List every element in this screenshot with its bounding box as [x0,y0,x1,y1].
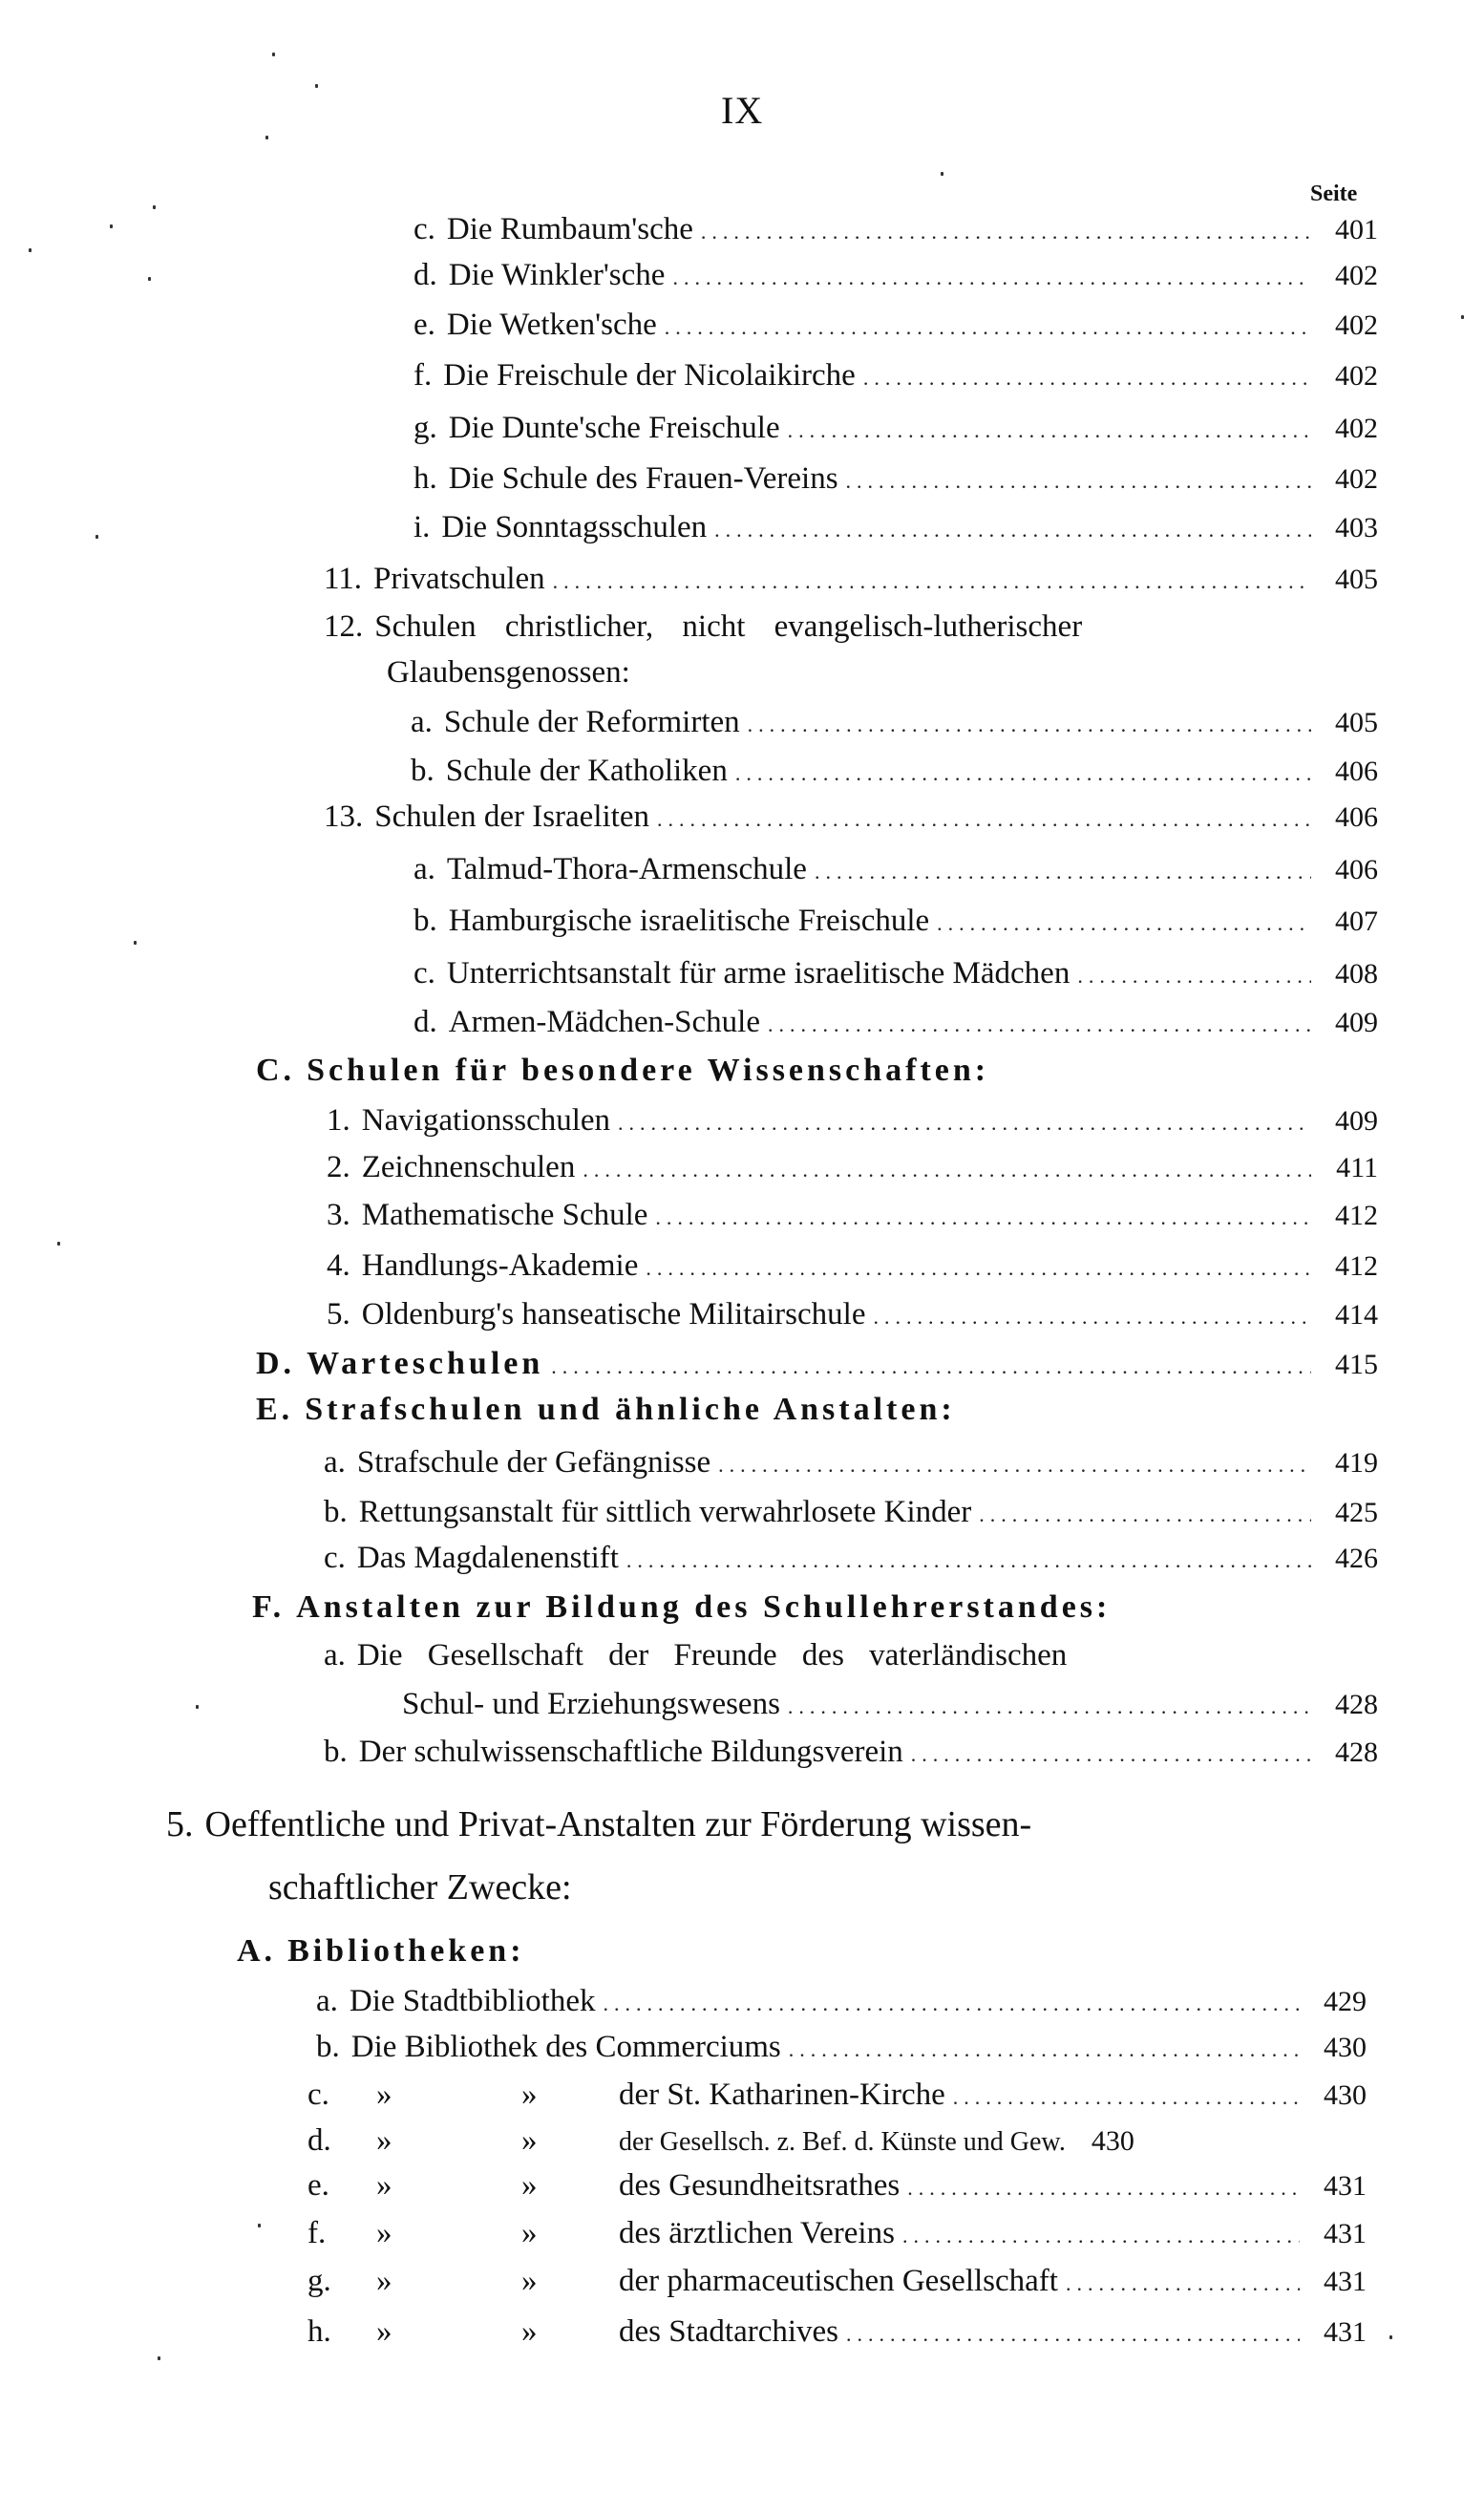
entry-label: b. [324,1495,348,1529]
ditto-mark: » [376,2216,392,2250]
entry-label: 5. [327,1297,350,1332]
entry-page: 402 [1335,413,1378,444]
entry-page: 415 [1335,1349,1378,1380]
entry-label: E. [256,1392,294,1427]
entry-page: 430 [1091,2125,1134,2157]
toc-section-heading [324,609,1378,653]
entry-title: Talmud-Thora-Armenschule [446,852,807,886]
entry-label: 12. [324,609,364,644]
ditto-mark: » [376,2123,392,2158]
dot-leader [718,1453,1311,1478]
entry-label: D. [256,1346,296,1381]
dot-leader [873,1305,1311,1330]
entry-page: 402 [1335,309,1378,341]
entry-page: 412 [1335,1250,1378,1282]
toc-entry [324,1541,1378,1585]
entry-label: a. [324,1445,346,1480]
toc-section-heading [237,1933,1378,1977]
entry-label: d. [307,2123,331,2158]
ditto-mark: » [521,2078,538,2112]
entry-title: Bibliotheken: [287,1933,525,1969]
entry-page: 402 [1335,463,1378,495]
scan-speck [315,84,318,88]
ditto-mark: » [376,2314,392,2349]
dot-leader [788,1694,1311,1719]
toc-entry [324,1495,1378,1539]
entry-label: f. [413,358,433,393]
entry-label: i. [413,510,431,544]
dot-leader [1066,2271,1300,2296]
toc-section-heading [252,1589,1378,1633]
scan-speck [158,2356,160,2360]
toc-entry [324,562,1378,606]
entry-label: a. [316,1984,338,2018]
toc-entry [413,258,1378,302]
entry-title: Handlungs-Akademie [361,1248,639,1283]
page-number: IX [721,89,764,132]
toc-entry [327,1103,1378,1147]
dot-leader [789,2037,1300,2062]
scan-speck [272,53,275,56]
entry-title: Schulen der Israeliten [374,799,649,834]
entry-title: Das Magdalenenstift [356,1541,619,1575]
entry-title: Die Stadtbibliothek [349,1984,596,2018]
toc-entry [411,705,1378,749]
entry-page: 403 [1335,512,1378,543]
scan-speck [57,1242,60,1246]
toc-entry [324,1638,1378,1682]
entry-title: Die Winkler'sche [448,258,666,292]
dot-leader [583,1158,1311,1183]
dot-leader [907,2176,1300,2201]
entry-title: Privatschulen [373,562,545,596]
dot-leader [714,518,1311,543]
scan-speck [148,277,151,281]
entry-page: 412 [1335,1200,1378,1231]
entry-title: Schule der Katholiken [445,754,728,788]
toc-entry [327,1150,1378,1194]
entry-label: 2. [327,1150,350,1184]
entry-title: Schule der Reformirten [443,705,740,739]
dot-leader [863,366,1311,391]
toc-entry [307,2078,1367,2121]
toc-chapter-heading [166,1803,1378,1847]
dot-leader [551,1354,1311,1379]
toc-entry [413,411,1378,455]
entry-label: 5. [166,1804,194,1844]
scan-speck [1389,2335,1392,2339]
entry-title: Anstalten zur Bildung des Schullehrerstandes: [296,1589,1112,1625]
entry-title: Die Freischule der Nicolaikirche [443,358,856,393]
dot-leader [953,2085,1300,2110]
ditto-mark: » [376,2168,392,2203]
entry-title: Strafschulen und ähnliche Anstalten: [305,1392,956,1427]
entry-title: Schul- und Erziehungswesens [402,1687,780,1721]
entry-label: f. [307,2216,327,2250]
toc-entry [307,2168,1367,2212]
dot-leader [1077,964,1311,989]
scan-speck [134,941,137,945]
entry-title: der St. Katharinen-Kirche [619,2078,945,2112]
toc-entry [324,1735,1378,1779]
dot-leader [815,860,1311,884]
entry-title: Rettungsanstalt für sittlich verwahrlosete Kinder [358,1495,972,1529]
page-column-header: Seite [1310,181,1358,206]
dot-leader [626,1548,1311,1573]
entry-label: c. [307,2078,329,2112]
dot-leader [603,1992,1300,2016]
entry-title: Hamburgische israelitische Freischule [448,904,930,938]
scan-speck [95,535,98,539]
toc-entry [413,461,1378,505]
entry-label: g. [413,411,437,445]
scan-speck [153,205,156,209]
entry-page: 402 [1335,360,1378,392]
toc-entry [256,1346,1378,1390]
ditto-mark: » [521,2314,538,2349]
toc-entry [411,754,1378,798]
entry-page: 428 [1335,1689,1378,1720]
ditto-mark: » [376,2264,392,2298]
toc-entry [413,1005,1378,1049]
dot-leader [618,1111,1311,1136]
entry-title: Die Sonntagsschulen [441,510,708,544]
entry-label: A. [237,1933,277,1969]
entry-page: 406 [1335,756,1378,787]
entry-title: der Gesellsch. z. Bef. d. Künste und Gew. [619,2127,1066,2157]
entry-title: des Stadtarchives [619,2314,839,2349]
entry-label: c. [413,956,435,991]
toc-entry [324,799,1378,843]
entry-page: 428 [1335,1737,1378,1768]
entry-page: 411 [1336,1152,1378,1183]
toc-entry [327,1198,1378,1242]
dot-leader [768,1012,1311,1037]
toc-entry [413,212,1378,256]
entry-label: c. [413,212,435,246]
entry-label: e. [307,2168,329,2203]
entry-label: b. [413,904,437,938]
dot-leader [665,315,1311,340]
entry-page: 407 [1335,906,1378,937]
entry-title: des Gesundheitsrathes [619,2168,901,2203]
entry-label: e. [413,308,435,342]
toc-entry [307,2216,1367,2260]
entry-page: 401 [1335,214,1378,245]
toc-section-heading-continued [387,655,1378,699]
ditto-mark: » [521,2216,538,2250]
entry-page: 431 [1324,2170,1367,2202]
scan-speck [265,136,268,139]
entry-label: 3. [327,1198,350,1232]
entry-title: der pharmaceutischen Gesellschaft [619,2264,1058,2298]
entry-title: Armen-Mädchen-Schule [448,1005,760,1039]
toc-entry [413,308,1378,352]
dot-leader [902,2224,1300,2248]
dot-leader [553,569,1311,594]
dot-leader [937,911,1311,936]
toc-entry [307,2264,1367,2308]
scan-speck [29,248,32,252]
entry-page: 409 [1335,1105,1378,1137]
toc-chapter-heading-continued [268,1866,1378,1910]
toc-entry [316,2030,1367,2074]
entry-title: schaftlicher Zwecke: [268,1867,572,1907]
entry-label: C. [256,1053,296,1088]
entry-title: Navigationsschulen [361,1103,611,1138]
entry-page: 405 [1335,707,1378,738]
entry-title: Die Schule des Frauen-Vereins [448,461,838,496]
dot-leader [672,266,1311,290]
entry-title: Die Rumbaum'sche [446,212,693,246]
toc-entry [413,358,1378,402]
dot-leader [735,761,1311,786]
entry-title: des ärztlichen Vereins [619,2216,895,2250]
dot-leader [701,220,1311,245]
entry-label: h. [413,461,437,496]
toc-section-heading [256,1053,1378,1097]
entry-title: Warteschulen [307,1346,544,1381]
entry-label: 11. [324,562,363,596]
entry-page: 431 [1324,2218,1367,2249]
dot-leader [748,713,1311,737]
scan-speck [110,224,113,228]
dot-leader [846,2322,1300,2347]
entry-label: b. [324,1735,348,1769]
entry-title: Zeichnenschulen [361,1150,576,1184]
entry-page: 429 [1324,1986,1367,2017]
entry-label: 13. [324,799,364,834]
ditto-mark: » [521,2168,538,2203]
scan-speck [941,172,943,176]
entry-label: b. [411,754,435,788]
entry-label: 1. [327,1103,350,1138]
ditto-mark: » [521,2123,538,2158]
dot-leader [657,807,1311,832]
entry-title: Mathematische Schule [361,1198,648,1232]
entry-page: 425 [1335,1497,1378,1528]
toc-entry [413,510,1378,554]
scan-speck [196,1705,199,1709]
toc-entry-continued [402,1687,1378,1731]
entry-page: 426 [1335,1543,1378,1574]
entry-label: a. [413,852,435,886]
entry-title: Der schulwissenschaftliche Bildungsverein [358,1735,903,1769]
ditto-mark: » [376,2078,392,2112]
dot-leader [646,1256,1311,1281]
entry-page: 430 [1324,2032,1367,2063]
entry-label: a. [324,1638,346,1673]
entry-page: 402 [1335,260,1378,291]
entry-label: d. [413,1005,437,1039]
entry-label: g. [307,2264,331,2298]
toc-entry [327,1297,1378,1341]
toc-entry [413,956,1378,1000]
entry-title: Glaubensgenossen: [387,655,630,690]
toc-entry [413,904,1378,948]
toc-section-heading [256,1392,1378,1436]
entry-title: Oldenburg's hanseatische Militairschule [361,1297,866,1332]
scan-speck [258,2224,261,2227]
toc-entry [307,2314,1367,2358]
entry-page: 406 [1335,801,1378,833]
entry-page: 431 [1324,2316,1367,2348]
toc-entry [316,1984,1367,2028]
entry-title: Schulen christlicher, nicht evangelisch-lutherischer [374,609,1083,644]
dot-leader [788,418,1311,443]
entry-label: h. [307,2314,331,2349]
entry-title: Oeffentliche und Privat-Anstalten zur Förderung wissen- [204,1804,1032,1844]
dot-leader [911,1742,1311,1767]
entry-title: Schulen für besondere Wissenschaften: [307,1053,990,1088]
entry-label: 4. [327,1248,350,1283]
ditto-mark: » [521,2264,538,2298]
toc-entry [324,1445,1378,1489]
entry-label: c. [324,1541,346,1575]
scan-speck [1461,315,1464,319]
entry-page: 408 [1335,958,1378,990]
entry-title: Strafschule der Gefängnisse [356,1445,711,1480]
entry-label: b. [316,2030,340,2064]
entry-label: a. [411,705,433,739]
entry-title: Die Wetken'sche [446,308,657,342]
entry-page: 405 [1335,564,1378,595]
entry-label: d. [413,258,437,292]
entry-label: F. [252,1589,286,1625]
entry-page: 409 [1335,1007,1378,1038]
entry-title: Die Gesellschaft der Freunde des vaterländischen [356,1638,1068,1673]
entry-title: Die Bibliothek des Commerciums [350,2030,781,2064]
entry-page: 419 [1335,1447,1378,1479]
dot-leader [979,1502,1311,1527]
entry-title: Unterrichtsanstalt für arme israelitische Mädchen [446,956,1071,991]
dot-leader [846,469,1311,494]
toc-entry [307,2123,1367,2167]
dot-leader [655,1205,1311,1230]
entry-page: 414 [1335,1299,1378,1331]
toc-entry [413,852,1378,896]
toc-entry [327,1248,1378,1292]
entry-title: Die Dunte'sche Freischule [448,411,780,445]
entry-page: 431 [1324,2266,1367,2297]
entry-page: 430 [1324,2079,1367,2111]
entry-page: 406 [1335,854,1378,885]
